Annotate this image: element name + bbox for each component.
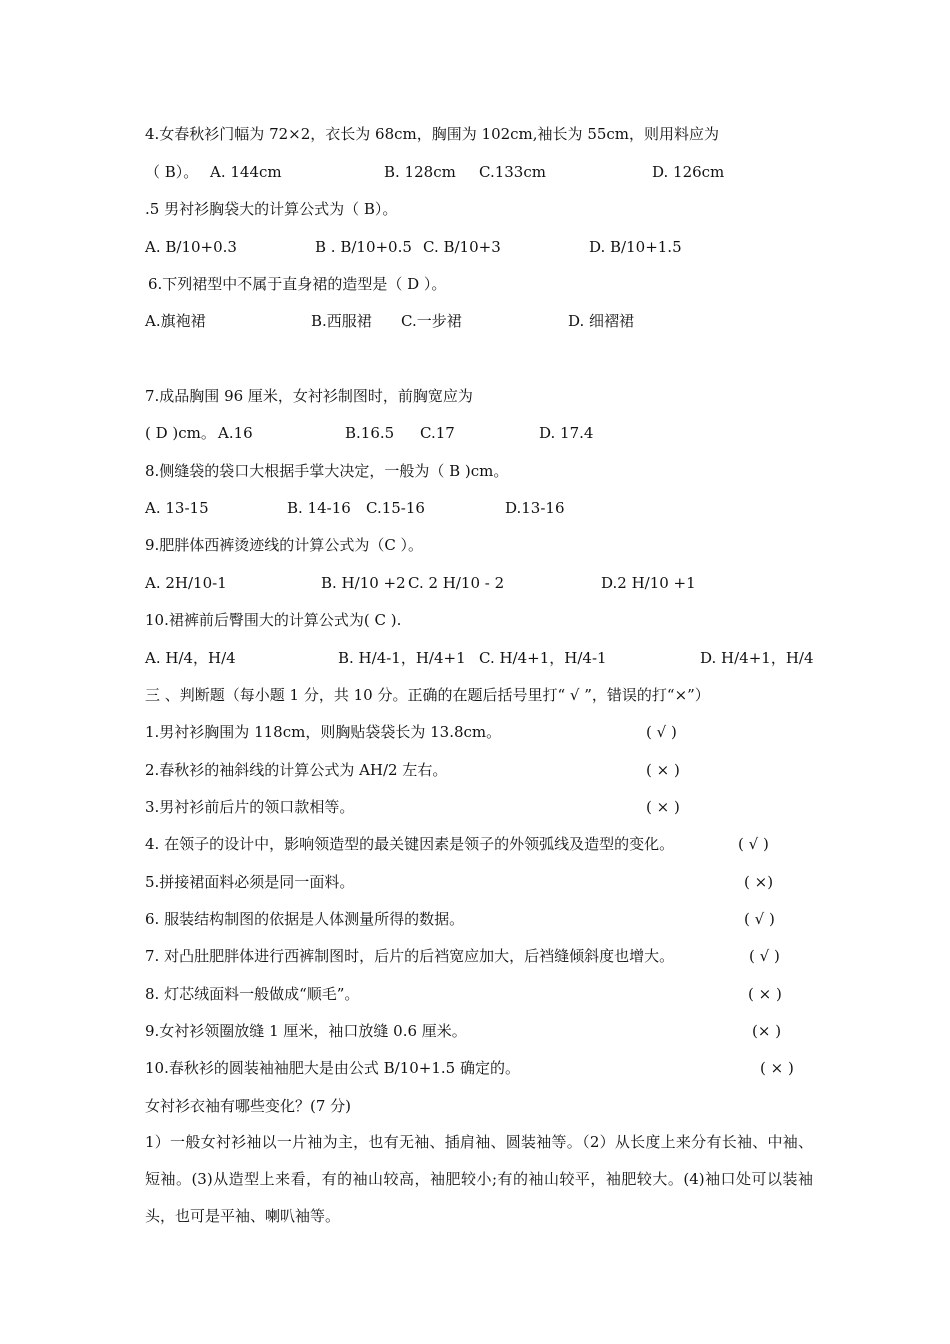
q7-option-a: A.16: [218, 424, 253, 442]
tf-item-9-mark: (× ): [752, 1022, 782, 1040]
q6-stem: 6.下列裙型中不属于直身裙的造型是（ D ）。: [148, 275, 447, 293]
q9-option-d: D.2 H/10 +1: [601, 574, 696, 592]
q7-option-d: D. 17.4: [539, 424, 594, 442]
q5-option-b: B . B/10+0.5: [315, 238, 412, 256]
q10-option-b: B. H/4-1，H/4+1: [338, 649, 466, 667]
q5-option-c: C. B/10+3: [423, 238, 501, 256]
q8-option-a: A. 13-15: [145, 499, 209, 517]
q9-option-b: B. H/10 +2: [321, 574, 406, 592]
tf-item-7-mark: ( √ ): [749, 947, 780, 965]
tf-item-5-mark: ( ×): [744, 873, 774, 891]
q5-option-a: A. B/10+0.3: [145, 238, 237, 256]
essay-answer: 1）一般女衬衫袖以一片袖为主，也有无袖、插肩袖、圆装袖等。（2）从长度上来分有长袖、中袖、短袖。(3)从造型上来看，有的袖山较高，袖肥较小;有的袖山较平，袖肥较大。(4)袖口处可以装袖头，也可是平袖、喇叭袖等。: [145, 1133, 813, 1225]
tf-item-2-mark: ( × ): [646, 761, 680, 779]
q4-option-d: D. 126cm: [652, 163, 725, 181]
q9-option-c: C. 2 H/10 - 2: [408, 574, 505, 592]
tf-item-9-text: 9.女衬衫领圈放缝 1 厘米，袖口放缝 0.6 厘米。: [145, 1022, 467, 1040]
tf-item-8-mark: ( × ): [748, 985, 782, 1003]
section-3-heading: 三 、判断题（每小题 1 分，共 10 分。正确的在题后括号里打“ √ ”，错误的打“×”）: [145, 686, 710, 704]
tf-item-1-mark: ( √ ): [646, 723, 677, 741]
q6-option-c: C.一步裙: [401, 312, 462, 330]
q7-option-b: B.16.5: [345, 424, 395, 442]
q6-option-b: B.西服裙: [311, 312, 372, 330]
q5-option-d: D. B/10+1.5: [589, 238, 682, 256]
tf-item-2-text: 2.春秋衫的袖斜线的计算公式为 AH/2 左右。: [145, 761, 448, 779]
q8-stem: 8.侧缝袋的袋口大根据手掌大决定，一般为（ B )cm。: [145, 462, 509, 480]
essay-question: 女衬衫衣袖有哪些变化？(7 分): [145, 1097, 352, 1115]
tf-item-1-text: 1.男衬衫胸围为 118cm，则胸贴袋袋长为 13.8cm。: [145, 723, 502, 741]
tf-item-8-text: 8. 灯芯绒面料一般做成“顺毛”。: [145, 985, 360, 1003]
q4-option-b: B. 128cm: [384, 163, 456, 181]
tf-item-3-mark: ( × ): [646, 798, 680, 816]
q9-stem: 9.肥胖体西裤烫迹线的计算公式为（C ）。: [145, 536, 424, 554]
tf-item-4-mark: ( √ ): [738, 835, 769, 853]
q7-answer: ( D )cm。: [145, 424, 216, 442]
q10-option-a: A. H/4，H/4: [145, 649, 236, 667]
tf-item-10-mark: ( × ): [760, 1059, 794, 1077]
q6-option-a: A.旗袍裙: [145, 312, 206, 330]
q6-option-d: D. 细褶裙: [568, 312, 635, 330]
q10-stem: 10.裙裤前后臀围大的计算公式为( C ).: [145, 611, 402, 629]
q9-option-a: A. 2H/10-1: [145, 574, 227, 592]
q7-option-c: C.17: [420, 424, 455, 442]
q10-option-c: C. H/4+1，H/4-1: [479, 649, 607, 667]
q8-option-b: B. 14-16: [287, 499, 351, 517]
q10-option-d: D. H/4+1，H/4: [700, 649, 814, 667]
q8-option-d: D.13-16: [505, 499, 565, 517]
q4-option-a: A. 144cm: [210, 163, 282, 181]
tf-item-5-text: 5.拼接裙面料必须是同一面料。: [145, 873, 355, 891]
q4-answer: （ B）。: [145, 163, 199, 181]
tf-item-4-text: 4. 在领子的设计中，影响领造型的最关键因素是领子的外领弧线及造型的变化。: [145, 835, 675, 853]
tf-item-6-text: 6. 服装结构制图的依据是人体测量所得的数据。: [145, 910, 465, 928]
q8-option-c: C.15-16: [366, 499, 425, 517]
tf-item-7-text: 7. 对凸肚肥胖体进行西裤制图时，后片的后裆宽应加大，后裆缝倾斜度也增大。: [145, 947, 675, 965]
q4-stem: 4.女春秋衫门幅为 72×2，衣长为 68cm，胸围为 102cm,袖长为 55cm，则用料应为: [145, 125, 720, 143]
q5-stem: .5 男衬衫胸袋大的计算公式为（ B）。: [145, 200, 398, 218]
tf-item-3-text: 3.男衬衫前后片的领口款相等。: [145, 798, 355, 816]
q7-stem: 7.成品胸围 96 厘米，女衬衫制图时，前胸宽应为: [145, 387, 473, 405]
tf-item-6-mark: ( √ ): [744, 910, 775, 928]
q4-option-c: C.133cm: [479, 163, 546, 181]
tf-item-10-text: 10.春秋衫的圆装袖袖肥大是由公式 B/10+1.5 确定的。: [145, 1059, 520, 1077]
